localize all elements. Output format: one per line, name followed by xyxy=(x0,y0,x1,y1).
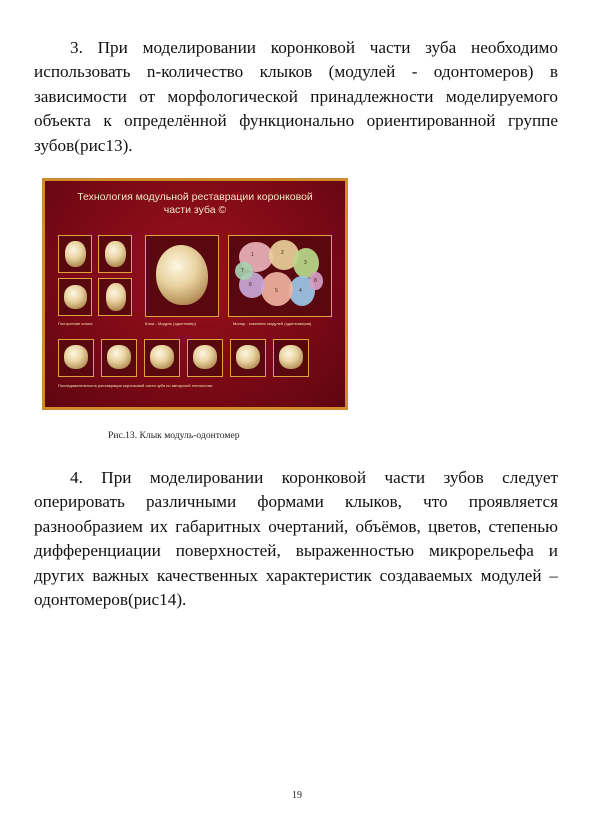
segment-number: 5 xyxy=(275,288,278,294)
sequence-frame-4 xyxy=(187,339,223,377)
slide-title xyxy=(45,191,345,217)
slide-title-line2: части зуба © xyxy=(163,204,227,216)
segment-number: 8 xyxy=(314,278,317,284)
tooth-image xyxy=(279,345,303,369)
panel-right-caption: Моляр - комплекс модулей (одонтомеров) xyxy=(233,321,312,326)
page-number: 19 xyxy=(292,790,302,801)
step-frame-4 xyxy=(98,278,132,316)
panel-left-caption: Построение клыка xyxy=(58,321,93,326)
segment-number: 6 xyxy=(249,282,252,288)
sequence-caption: Последовательность реставрации коронковой части зуба по авторской технологии xyxy=(58,383,213,388)
figure-13 xyxy=(42,178,348,410)
segment-number: 4 xyxy=(299,288,302,294)
sequence-frame-3 xyxy=(144,339,180,377)
segment-number: 3 xyxy=(304,260,307,266)
tooth-image xyxy=(65,241,86,267)
tooth-image xyxy=(105,241,126,267)
figure-caption: Рис.13. Клык модуль-одонтомер xyxy=(108,430,240,441)
tooth-image xyxy=(193,345,217,369)
segment-number: 7 xyxy=(241,268,244,274)
segment-number: 2 xyxy=(281,250,284,256)
sequence-frame-5 xyxy=(230,339,266,377)
paragraph-4: 4. При моделировании коронковой части зубов следует оперировать различными формами клыков, что проявляется разнообразием их габаритных очертаний, объёмов, цветов, степенью дифференциации поверхностей, выраженностью микрорельефа и других важных качественных характеристик создаваемых модулей – одонтомеров(рис14). xyxy=(34,468,558,610)
slide-title-line1: Технология модульной реставрации коронковой xyxy=(77,191,313,203)
paragraph-3: 3. При моделировании коронковой части зуба необходимо использовать n-количество клыков (модулей - одонтомеров) в зависимости от морфологической принадлежности моделируемого объекта к определённой функционально ориентированной группе зубов(рис13). xyxy=(34,38,558,155)
tooth-image xyxy=(236,345,260,369)
canine-module-image xyxy=(156,245,208,305)
step-frame-3 xyxy=(58,278,92,316)
step-frame-2 xyxy=(98,235,132,273)
tooth-image xyxy=(106,283,126,311)
tooth-image xyxy=(64,345,88,369)
step-frame-1 xyxy=(58,235,92,273)
canine-module-frame xyxy=(145,235,219,317)
tooth-image xyxy=(64,285,87,309)
panel-middle-caption: Клык - Модуль (одонтомер) xyxy=(145,321,196,326)
tooth-image xyxy=(150,345,174,369)
tooth-image xyxy=(107,345,131,369)
module-segment xyxy=(235,262,253,280)
sequence-frame-2 xyxy=(101,339,137,377)
molar-frame xyxy=(228,235,332,317)
segment-number: 1 xyxy=(251,252,254,258)
sequence-frame-6 xyxy=(273,339,309,377)
slide-image xyxy=(45,181,345,407)
sequence-frame-1 xyxy=(58,339,94,377)
